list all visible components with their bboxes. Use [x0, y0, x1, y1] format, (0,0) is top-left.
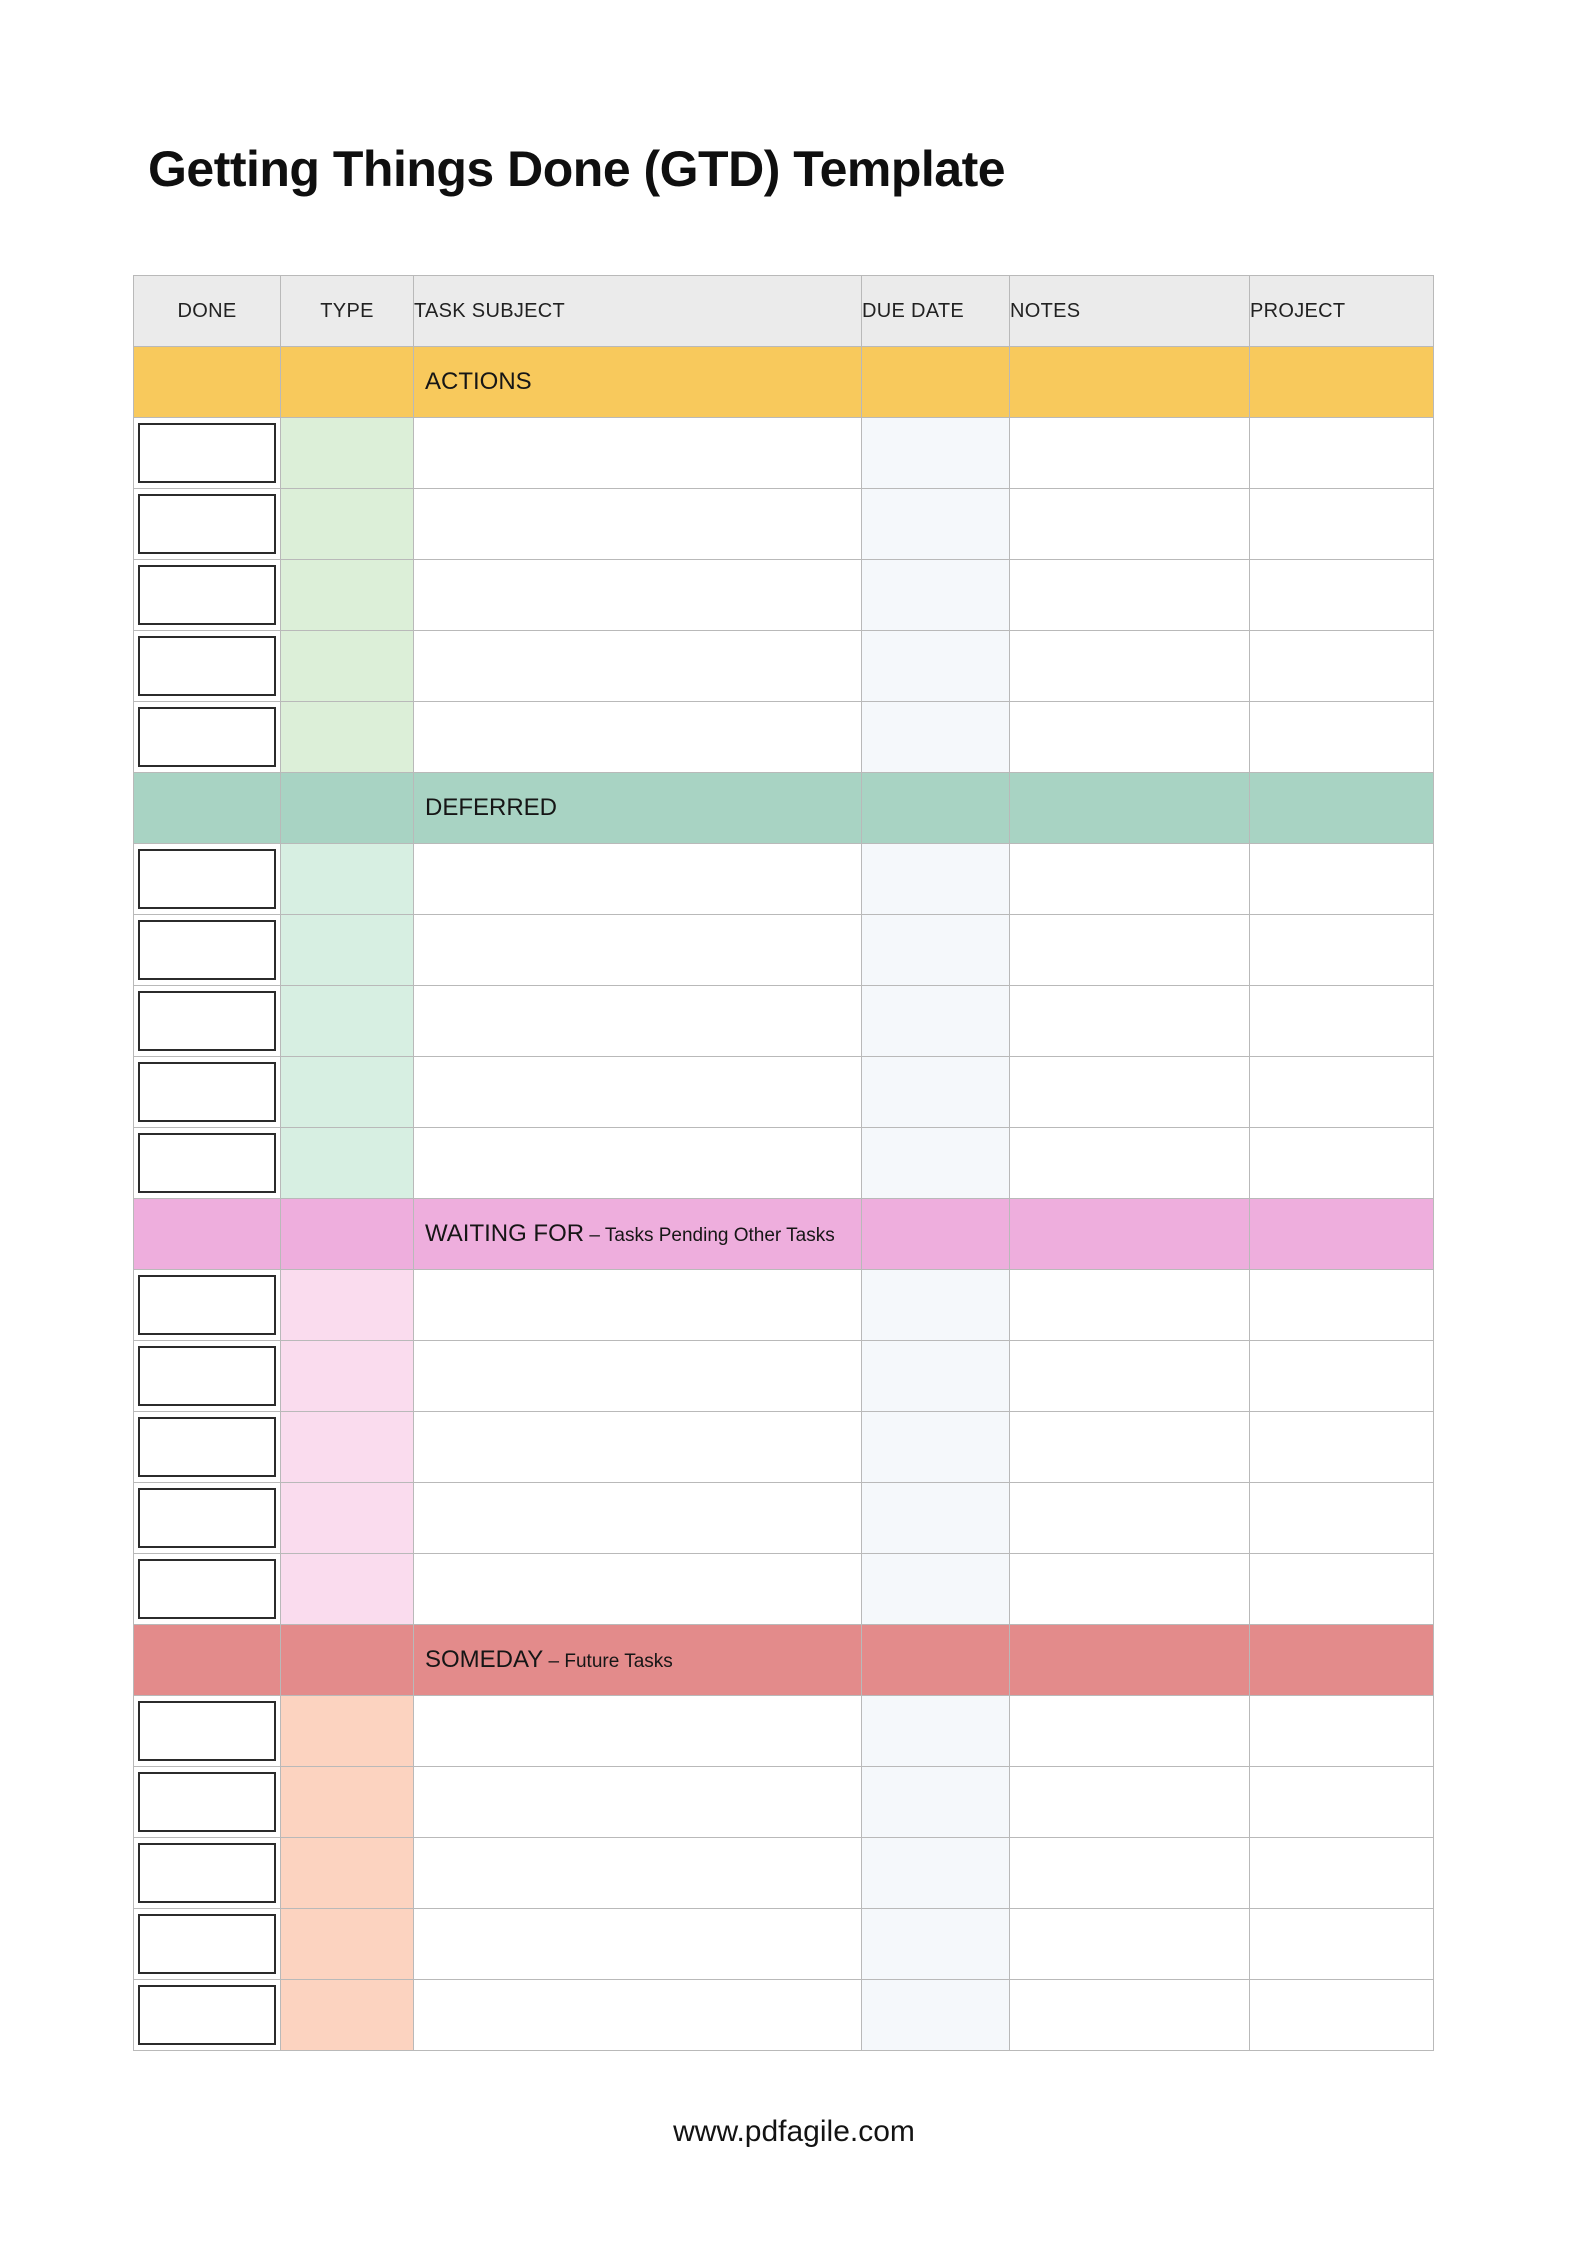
type-cell[interactable] — [281, 915, 414, 986]
task-subject-cell[interactable] — [414, 702, 862, 773]
section-label-text: ACTIONS — [425, 368, 532, 396]
type-cell[interactable] — [281, 1483, 414, 1554]
column-header-type: TYPE — [281, 276, 414, 347]
table-row — [134, 1270, 1434, 1341]
checkbox-icon[interactable] — [138, 1133, 276, 1193]
section-label-waiting — [414, 1199, 862, 1270]
checkbox-icon[interactable] — [138, 849, 276, 909]
table-row — [134, 1767, 1434, 1838]
notes-cell[interactable] — [1010, 986, 1250, 1057]
project-cell[interactable] — [1250, 702, 1434, 773]
done-checkbox[interactable] — [134, 1696, 281, 1767]
table-row — [134, 418, 1434, 489]
project-cell[interactable] — [1250, 1767, 1434, 1838]
task-subject-cell[interactable] — [414, 1980, 862, 2051]
table-body — [134, 347, 1434, 2051]
column-header-due-date: DUE DATE — [862, 276, 1010, 347]
done-checkbox[interactable] — [134, 1980, 281, 2051]
footer-url: www.pdfagile.com — [673, 2115, 915, 2148]
done-checkbox[interactable] — [134, 560, 281, 631]
section-type-cell — [281, 1625, 414, 1696]
type-cell[interactable] — [281, 1980, 414, 2051]
checkbox-icon[interactable] — [138, 1772, 276, 1832]
section-project-cell — [1250, 1625, 1434, 1696]
section-header-row-waiting — [134, 1199, 1434, 1270]
checkbox-icon[interactable] — [138, 1559, 276, 1619]
project-cell[interactable] — [1250, 631, 1434, 702]
due-date-cell[interactable] — [862, 1412, 1010, 1483]
notes-cell[interactable] — [1010, 418, 1250, 489]
task-subject-cell[interactable] — [414, 1128, 862, 1199]
notes-cell[interactable] — [1010, 1341, 1250, 1412]
checkbox-icon[interactable] — [138, 1417, 276, 1477]
section-notes-cell — [1010, 1625, 1250, 1696]
project-cell[interactable] — [1250, 418, 1434, 489]
type-cell[interactable] — [281, 1057, 414, 1128]
section-project-cell — [1250, 773, 1434, 844]
section-done-cell — [134, 1625, 281, 1696]
checkbox-icon[interactable] — [138, 1062, 276, 1122]
done-checkbox[interactable] — [134, 418, 281, 489]
notes-cell[interactable] — [1010, 1909, 1250, 1980]
due-date-cell[interactable] — [862, 1057, 1010, 1128]
section-label-actions — [414, 347, 862, 418]
section-label-text: SOMEDAY — [425, 1646, 544, 1674]
task-subject-cell[interactable] — [414, 844, 862, 915]
checkbox-icon[interactable] — [138, 1346, 276, 1406]
type-cell[interactable] — [281, 1128, 414, 1199]
table-header — [134, 276, 1434, 347]
project-cell[interactable] — [1250, 986, 1434, 1057]
section-done-cell — [134, 773, 281, 844]
type-cell[interactable] — [281, 1554, 414, 1625]
type-cell[interactable] — [281, 560, 414, 631]
header-row — [134, 276, 1434, 347]
task-subject-cell[interactable] — [414, 631, 862, 702]
due-date-cell[interactable] — [862, 844, 1010, 915]
project-cell[interactable] — [1250, 489, 1434, 560]
table-row — [134, 844, 1434, 915]
project-cell[interactable] — [1250, 915, 1434, 986]
task-subject-cell[interactable] — [414, 1057, 862, 1128]
done-checkbox[interactable] — [134, 1270, 281, 1341]
type-cell[interactable] — [281, 1909, 414, 1980]
due-date-cell[interactable] — [862, 418, 1010, 489]
type-cell[interactable] — [281, 1412, 414, 1483]
notes-cell[interactable] — [1010, 489, 1250, 560]
notes-cell[interactable] — [1010, 915, 1250, 986]
done-checkbox[interactable] — [134, 915, 281, 986]
type-cell[interactable] — [281, 1696, 414, 1767]
section-project-cell — [1250, 1199, 1434, 1270]
project-cell[interactable] — [1250, 1980, 1434, 2051]
section-due-cell — [862, 1625, 1010, 1696]
section-notes-cell — [1010, 347, 1250, 418]
table-row — [134, 915, 1434, 986]
table-row — [134, 1341, 1434, 1412]
project-cell[interactable] — [1250, 1341, 1434, 1412]
table-row — [134, 1909, 1434, 1980]
table-row — [134, 1412, 1434, 1483]
table-row — [134, 489, 1434, 560]
done-checkbox[interactable] — [134, 1838, 281, 1909]
due-date-cell[interactable] — [862, 1341, 1010, 1412]
checkbox-icon[interactable] — [138, 707, 276, 767]
column-header-project: PROJECT — [1250, 276, 1434, 347]
task-subject-cell[interactable] — [414, 1412, 862, 1483]
task-subject-cell[interactable] — [414, 915, 862, 986]
type-cell[interactable] — [281, 986, 414, 1057]
notes-cell[interactable] — [1010, 1270, 1250, 1341]
notes-cell[interactable] — [1010, 1980, 1250, 2051]
table-row — [134, 560, 1434, 631]
due-date-cell[interactable] — [862, 1270, 1010, 1341]
due-date-cell[interactable] — [862, 1554, 1010, 1625]
notes-cell[interactable] — [1010, 1767, 1250, 1838]
section-due-cell — [862, 1199, 1010, 1270]
section-done-cell — [134, 1199, 281, 1270]
task-subject-cell[interactable] — [414, 1483, 862, 1554]
table-row — [134, 1554, 1434, 1625]
section-notes-cell — [1010, 773, 1250, 844]
checkbox-icon[interactable] — [138, 1701, 276, 1761]
type-cell[interactable] — [281, 1270, 414, 1341]
project-cell[interactable] — [1250, 1696, 1434, 1767]
due-date-cell[interactable] — [862, 986, 1010, 1057]
notes-cell[interactable] — [1010, 1554, 1250, 1625]
column-header-task-subject: TASK SUBJECT — [414, 276, 862, 347]
task-subject-cell[interactable] — [414, 1909, 862, 1980]
checkbox-icon[interactable] — [138, 1488, 276, 1548]
type-cell[interactable] — [281, 1838, 414, 1909]
done-checkbox[interactable] — [134, 702, 281, 773]
task-subject-cell[interactable] — [414, 560, 862, 631]
checkbox-icon[interactable] — [138, 920, 276, 980]
project-cell[interactable] — [1250, 1909, 1434, 1980]
table-row — [134, 986, 1434, 1057]
checkbox-icon[interactable] — [138, 1985, 276, 2045]
section-header-row-deferred — [134, 773, 1434, 844]
project-cell[interactable] — [1250, 844, 1434, 915]
section-label-deferred — [414, 773, 862, 844]
type-cell[interactable] — [281, 702, 414, 773]
done-checkbox[interactable] — [134, 844, 281, 915]
page-title: Getting Things Done (GTD) Template — [148, 141, 1006, 197]
task-subject-cell[interactable] — [414, 489, 862, 560]
section-notes-cell — [1010, 1199, 1250, 1270]
column-header-done: DONE — [134, 276, 281, 347]
done-checkbox[interactable] — [134, 1412, 281, 1483]
notes-cell[interactable] — [1010, 1412, 1250, 1483]
done-checkbox[interactable] — [134, 1341, 281, 1412]
due-date-cell[interactable] — [862, 1128, 1010, 1199]
checkbox-icon[interactable] — [138, 494, 276, 554]
done-checkbox[interactable] — [134, 1909, 281, 1980]
task-subject-cell[interactable] — [414, 1838, 862, 1909]
due-date-cell[interactable] — [862, 631, 1010, 702]
checkbox-icon[interactable] — [138, 991, 276, 1051]
table-row — [134, 1128, 1434, 1199]
notes-cell[interactable] — [1010, 560, 1250, 631]
due-date-cell[interactable] — [862, 489, 1010, 560]
due-date-cell[interactable] — [862, 702, 1010, 773]
notes-cell[interactable] — [1010, 1696, 1250, 1767]
column-header-notes: NOTES — [1010, 276, 1250, 347]
task-subject-cell[interactable] — [414, 1696, 862, 1767]
section-label-someday — [414, 1625, 862, 1696]
project-cell[interactable] — [1250, 560, 1434, 631]
done-checkbox[interactable] — [134, 489, 281, 560]
done-checkbox[interactable] — [134, 631, 281, 702]
project-cell[interactable] — [1250, 1412, 1434, 1483]
due-date-cell[interactable] — [862, 1483, 1010, 1554]
section-label-text: WAITING FOR — [425, 1220, 585, 1248]
done-checkbox[interactable] — [134, 1767, 281, 1838]
due-date-cell[interactable] — [862, 1909, 1010, 1980]
due-date-cell[interactable] — [862, 1980, 1010, 2051]
section-type-cell — [281, 773, 414, 844]
task-subject-cell[interactable] — [414, 1554, 862, 1625]
notes-cell[interactable] — [1010, 1057, 1250, 1128]
type-cell[interactable] — [281, 631, 414, 702]
done-checkbox[interactable] — [134, 1057, 281, 1128]
checkbox-icon[interactable] — [138, 565, 276, 625]
section-type-cell — [281, 347, 414, 418]
gtd-table-container — [133, 275, 1433, 2051]
type-cell[interactable] — [281, 1341, 414, 1412]
section-due-cell — [862, 347, 1010, 418]
task-subject-cell[interactable] — [414, 1270, 862, 1341]
project-cell[interactable] — [1250, 1270, 1434, 1341]
table-row — [134, 1696, 1434, 1767]
section-label-text: DEFERRED — [425, 794, 558, 822]
type-cell[interactable] — [281, 418, 414, 489]
project-cell[interactable] — [1250, 1554, 1434, 1625]
notes-cell[interactable] — [1010, 631, 1250, 702]
section-due-cell — [862, 773, 1010, 844]
table-row — [134, 1057, 1434, 1128]
task-subject-cell[interactable] — [414, 986, 862, 1057]
project-cell[interactable] — [1250, 1838, 1434, 1909]
section-header-row-actions — [134, 347, 1434, 418]
checkbox-icon[interactable] — [138, 423, 276, 483]
due-date-cell[interactable] — [862, 560, 1010, 631]
section-project-cell — [1250, 347, 1434, 418]
done-checkbox[interactable] — [134, 1128, 281, 1199]
gtd-table — [133, 275, 1434, 2051]
due-date-cell[interactable] — [862, 1696, 1010, 1767]
notes-cell[interactable] — [1010, 1483, 1250, 1554]
due-date-cell[interactable] — [862, 1838, 1010, 1909]
due-date-cell[interactable] — [862, 915, 1010, 986]
done-checkbox[interactable] — [134, 1483, 281, 1554]
task-subject-cell[interactable] — [414, 418, 862, 489]
done-checkbox[interactable] — [134, 1554, 281, 1625]
table-row — [134, 1980, 1434, 2051]
checkbox-icon[interactable] — [138, 636, 276, 696]
notes-cell[interactable] — [1010, 844, 1250, 915]
task-subject-cell[interactable] — [414, 1767, 862, 1838]
section-header-row-someday — [134, 1625, 1434, 1696]
due-date-cell[interactable] — [862, 1767, 1010, 1838]
type-cell[interactable] — [281, 844, 414, 915]
section-sublabel-text: – Future Tasks — [543, 1651, 673, 1673]
section-sublabel-text: – Tasks Pending Other Tasks — [584, 1225, 835, 1247]
notes-cell[interactable] — [1010, 1128, 1250, 1199]
done-checkbox[interactable] — [134, 986, 281, 1057]
task-subject-cell[interactable] — [414, 1341, 862, 1412]
table-row — [134, 702, 1434, 773]
section-type-cell — [281, 1199, 414, 1270]
table-row — [134, 1483, 1434, 1554]
project-cell[interactable] — [1250, 1057, 1434, 1128]
table-row — [134, 631, 1434, 702]
checkbox-icon[interactable] — [138, 1914, 276, 1974]
notes-cell[interactable] — [1010, 702, 1250, 773]
notes-cell[interactable] — [1010, 1838, 1250, 1909]
section-done-cell — [134, 347, 281, 418]
checkbox-icon[interactable] — [138, 1275, 276, 1335]
type-cell[interactable] — [281, 1767, 414, 1838]
checkbox-icon[interactable] — [138, 1843, 276, 1903]
project-cell[interactable] — [1250, 1483, 1434, 1554]
table-row — [134, 1838, 1434, 1909]
type-cell[interactable] — [281, 489, 414, 560]
project-cell[interactable] — [1250, 1128, 1434, 1199]
